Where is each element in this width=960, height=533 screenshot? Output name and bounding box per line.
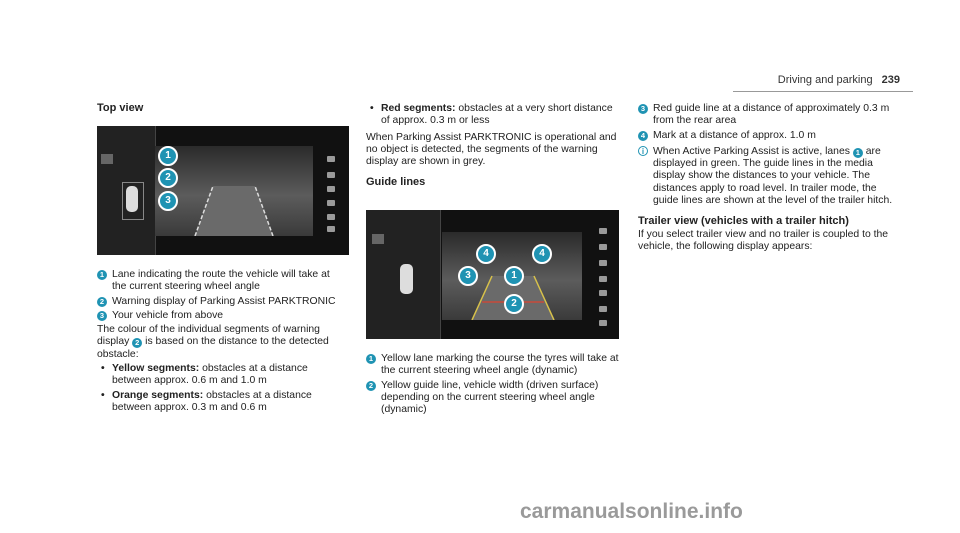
bullet-label: Yellow segments: [112, 363, 200, 375]
legend-text: Lane indicating the route the vehicle will take at the current steering wheel angle [112, 269, 330, 293]
number-badge: 2 [132, 338, 142, 348]
legend-text: Warning display of Parking Assist PARKTRONIC [112, 295, 336, 307]
sidebar-icon [599, 260, 607, 266]
callout-2: 2 [504, 294, 524, 314]
sidebar-icon [327, 214, 335, 220]
guide-lines-screenshot [366, 210, 619, 339]
sidebar-icon [599, 244, 607, 250]
note-text: When Active Parking Assist is active, lanes [653, 145, 850, 157]
bullet-text: obstacles at a very short distance of approx. 0.3 m or less [381, 103, 613, 127]
page-header [778, 74, 900, 86]
section-title: Driving and parking [777, 74, 873, 86]
top-view-screenshot [97, 126, 349, 255]
page-number: 239 [881, 74, 900, 86]
heading-trailer-view: Trailer view (vehicles with a trailer hitch) [638, 215, 849, 228]
guide-view-panel [366, 210, 441, 339]
callout-3: 3 [458, 266, 478, 286]
bullet-item: • Orange segments: obstacles at a distance between approx. 0.3 m and 0.6 m [101, 389, 312, 413]
number-badge: 1 [366, 354, 376, 364]
number-badge: 2 [97, 297, 107, 307]
paragraph-text: The colour of the individual segments of warning display [97, 324, 320, 348]
screen-mode-icon [372, 234, 384, 244]
callout-4-left: 4 [476, 244, 496, 264]
number-badge: 1 [853, 148, 863, 158]
number-badge: 1 [97, 270, 107, 280]
bullet-item: • Yellow segments: obstacles at a distance between approx. 0.6 m and 1.0 m [101, 363, 308, 387]
bullet-item: • Red segments: obstacles at a very short distance of approx. 0.3 m or less [370, 103, 613, 127]
column-2-text [366, 353, 624, 418]
camera-image [155, 146, 313, 236]
sidebar-icon [599, 320, 607, 326]
column-2 [366, 103, 624, 195]
sidebar-icon [327, 172, 335, 178]
sidebar-icon [327, 156, 335, 162]
legend-text: Mark at a distance of approx. 1.0 m [653, 129, 816, 141]
sidebar-icon [327, 186, 335, 192]
top-view-panel [97, 126, 156, 255]
sidebar-icon [327, 200, 335, 206]
paragraph-text: is based on the distance to the detected obstacle: [97, 336, 329, 360]
number-badge: 3 [97, 311, 107, 321]
paragraph-parktronic: When Parking Assist PARKTRONIC is operational and no object is detected, the segments of the warning display are shown in grey. [366, 131, 617, 168]
note-text: are displayed in green. The guide lines in the media display show the distances to your vehicle. The distances apply to road level. In trailer mode, the guide lines are shown at the level of the trailer hitch. [653, 145, 893, 207]
guide-lines-graphic [155, 146, 313, 236]
heading-top-view: Top view [97, 102, 144, 114]
callout-1: 1 [504, 266, 524, 286]
paragraph-colour [97, 324, 347, 361]
sidebar-icon [599, 290, 607, 296]
watermark: carmanualsonline.info [520, 500, 743, 523]
number-badge: 3 [638, 104, 648, 114]
callout-3: 3 [158, 191, 178, 211]
column-3 [638, 103, 898, 255]
callout-4-right: 4 [532, 244, 552, 264]
legend-item [366, 353, 624, 378]
legend-item [638, 130, 898, 142]
sidebar-icon [599, 306, 607, 312]
legend-item [97, 296, 347, 308]
legend-item [638, 103, 898, 128]
callout-2: 2 [158, 168, 178, 188]
column-1 [97, 102, 347, 120]
guide-view-sidebar [585, 210, 619, 339]
top-view-sidebar [313, 126, 349, 255]
bullet-label: Red segments: [381, 103, 456, 114]
sidebar-icon [599, 228, 607, 234]
column-1-text [97, 269, 347, 416]
heading-guide-lines: Guide lines [366, 176, 426, 189]
legend-text: Your vehicle from above [112, 309, 224, 321]
screen-mode-icon [101, 154, 113, 164]
info-icon: i [638, 146, 648, 156]
legend-item [97, 269, 347, 294]
bullet-label: Orange segments: [112, 389, 204, 401]
header-divider [733, 91, 913, 92]
callout-1: 1 [158, 146, 178, 166]
number-badge: 2 [366, 381, 376, 391]
legend-item [97, 310, 347, 322]
warning-segments [122, 182, 144, 220]
paragraph-trailer: If you select trailer view and no trailer is coupled to the vehicle, the following display appears: [638, 228, 889, 252]
sidebar-icon [327, 226, 335, 232]
legend-text: Yellow guide line, vehicle width (driven surface) depending on the current steering wheel angle (dynamic) [381, 379, 599, 416]
vehicle-top-icon [400, 264, 413, 294]
legend-item [366, 380, 624, 417]
bullet-text: obstacles at a distance between approx. 0.3 m and 0.6 m [112, 389, 312, 413]
legend-text: Red guide line at a distance of approximately 0.3 m from the rear area [653, 103, 890, 127]
sidebar-icon [599, 276, 607, 282]
bullet-text: obstacles at a distance between approx. 0.6 m and 1.0 m [112, 363, 308, 387]
info-note [638, 146, 898, 207]
legend-text: Yellow lane marking the course the tyres will take at the current steering wheel angle (dynamic) [381, 353, 619, 377]
number-badge: 4 [638, 131, 648, 141]
